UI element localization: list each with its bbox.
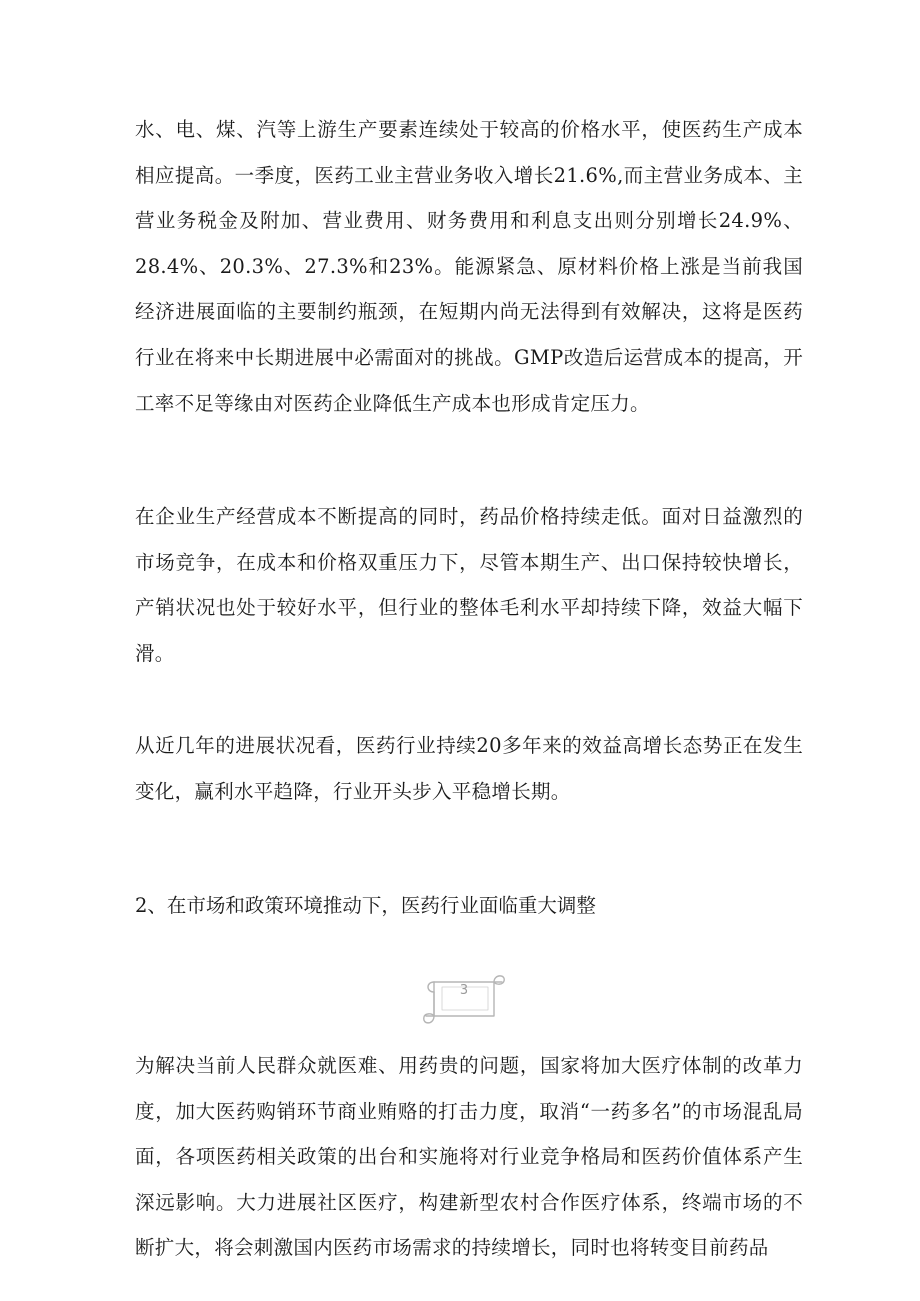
page-number: 3 bbox=[459, 983, 469, 998]
page-number-badge bbox=[420, 970, 508, 1032]
paragraph-price-decline: 在企业生产经营成本不断提高的同时，药品价格持续走低。面对日益激烈的市场竞争，在成本和价格双重压力下，尽管本期生产、出口保持较快增长，产销状况也处于较好水平，但行业的整体毛利水平却持续下降，效益大幅下滑。 bbox=[135, 505, 803, 665]
paragraph-growth-trend: 从近几年的进展状况看，医药行业持续20多年来的效益高增长态势正在发生变化，赢利水平趋降，行业开头步入平稳增长期。 bbox=[135, 734, 803, 803]
paragraph-cost-pressure: 水、电、煤、汽等上游生产要素连续处于较高的价格水平，使医药生产成本相应提高。一季度，医药工业主营业务收入增长21.6%,而主营业务成本、主营业务税金及附加、营业费用、财务费用和利息支出则分别增长24.9%、28.4%、20.3%、27.3%和23%。能源紧急、原材料价格上涨是当前我国经济进展面临的主要制约瓶颈，在短期内尚无法得到有效解决，这将是医药行业在将来中长期进展中必需面对的挑战。GMP改造后运营成本的提高，开工率不足等缘由对医药企业降低生产成本也形成肯定压力。 bbox=[135, 118, 803, 415]
paragraph-policy-reform: 为解决当前人民群众就医难、用药贵的问题，国家将加大医疗体制的改革力度，加大医药购销环节商业贿赂的打击力度，取消“一药多名”的市场混乱局面，各项医药相关政策的出台和实施将对行业竞争格局和医药价值体系产生深远影响。大力进展社区医疗，构建新型农村合作医疗体系，终端市场的不断扩大，将会刺激国内医药市场需求的持续增长，同时也将转变目前药品 bbox=[135, 1054, 803, 1260]
section-heading: 2、在市场和政策环境推动下，医药行业面临重大调整 bbox=[135, 894, 596, 917]
